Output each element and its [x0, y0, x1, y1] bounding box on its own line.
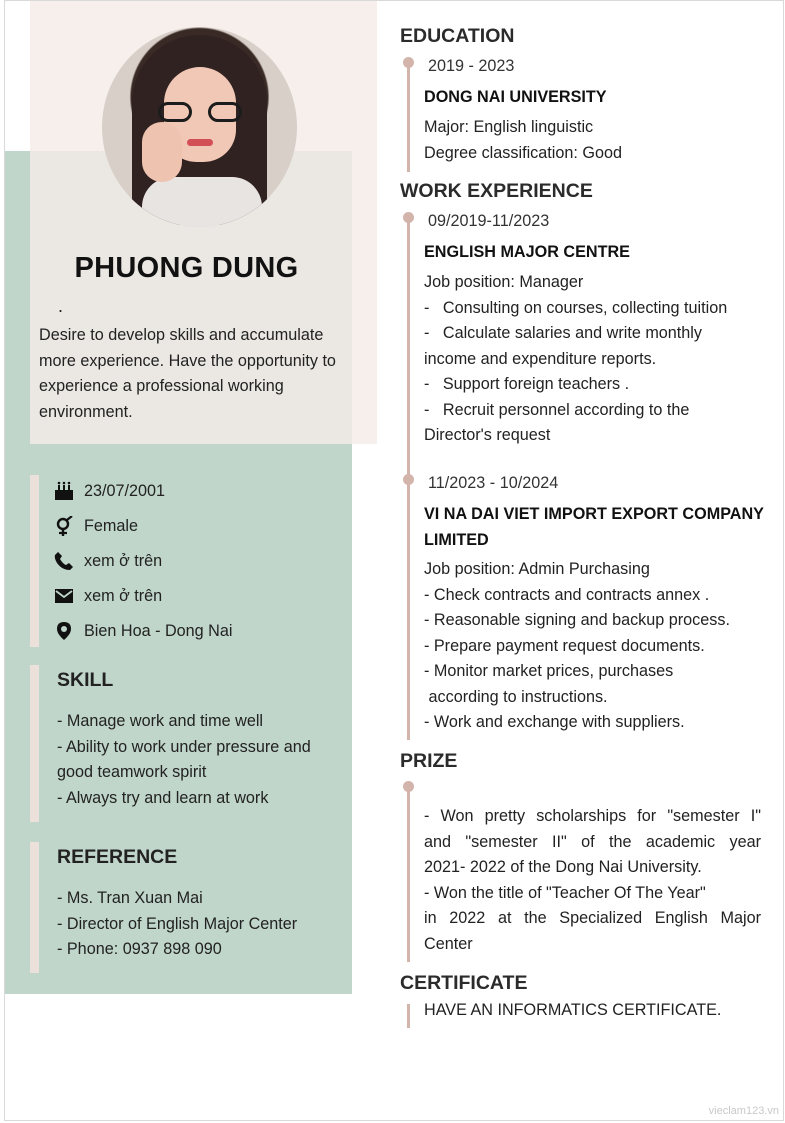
- education-date: 2019 - 2023: [428, 57, 515, 75]
- timeline-dot: [403, 212, 414, 223]
- company-name: [424, 502, 764, 553]
- work-title: WORK EXPERIENCE: [400, 180, 593, 202]
- objective-line: experience a professional working: [39, 377, 284, 395]
- education-line: Major: English linguistic: [424, 118, 594, 136]
- birthday-text: 23/07/2001: [84, 481, 166, 500]
- job-line: - Recruit personnel according to the: [424, 400, 690, 419]
- reference-bar: [30, 842, 39, 973]
- address-text: Bien Hoa - Dong Nai: [84, 621, 233, 640]
- job-line: - Reasonable signing and backup process.: [424, 611, 730, 629]
- job-line: - Check contracts and contracts annex .: [424, 585, 710, 604]
- timeline-dot: [403, 474, 414, 485]
- prize-title: PRIZE: [400, 750, 458, 772]
- job-line: Job position: Manager: [424, 273, 584, 291]
- job-details: [424, 557, 761, 736]
- job-line: - Work and exchange with suppliers.: [424, 713, 685, 731]
- prize-line: - Won pretty scholarships for "semester I": [424, 807, 761, 825]
- objective-line: Desire to develop skills and accumulate: [39, 326, 324, 344]
- name-dot: .: [58, 296, 64, 316]
- phone-text: xem ở trên: [84, 551, 163, 570]
- job-line: Director's request: [424, 426, 551, 444]
- reference-list: [57, 886, 342, 963]
- prize-line: Center: [424, 934, 473, 953]
- job-line: - Prepare payment request documents.: [424, 636, 705, 655]
- job-line: - Consulting on courses, collecting tuition: [424, 298, 728, 317]
- prize-line: in 2022 at the Specialized English Major: [424, 909, 761, 927]
- job-line: Job position: Admin Purchasing: [424, 560, 650, 578]
- education-details: [424, 115, 761, 166]
- job-line: - Support foreign teachers .: [424, 375, 630, 393]
- prize-line: and "semester II" of the academic year: [424, 832, 761, 851]
- skill-line: - Manage work and time well: [57, 712, 264, 730]
- skill-bar: [30, 665, 39, 822]
- cake-icon: [54, 481, 74, 501]
- education-line: Degree classification: Good: [424, 143, 622, 162]
- watermark: vieclam123.vn: [708, 1105, 779, 1117]
- job-date: 11/2023 - 10/2024: [428, 474, 559, 492]
- reference-title: REFERENCE: [57, 846, 178, 868]
- timeline-dot: [403, 57, 414, 68]
- job-line: income and expenditure reports.: [424, 349, 657, 368]
- contact-address: [54, 620, 233, 642]
- location-icon: [54, 621, 74, 641]
- skill-list: [57, 709, 342, 811]
- gender-text: Female: [84, 516, 138, 535]
- skill-title: SKILL: [57, 669, 114, 691]
- company-name-line: VI NA DAI VIET IMPORT EXPORT COMPANY: [424, 505, 764, 523]
- education-title: EDUCATION: [400, 25, 515, 47]
- timeline-dot: [403, 781, 414, 792]
- job-line: - Monitor market prices, purchases: [424, 662, 674, 680]
- job-details: [424, 270, 761, 449]
- certificate-text: HAVE AN INFORMATICS CERTIFICATE.: [424, 1001, 722, 1019]
- reference-line: - Director of English Major Center: [57, 914, 298, 933]
- gender-icon: [54, 516, 74, 536]
- email-icon: [54, 586, 74, 606]
- education-timeline: [407, 62, 410, 172]
- contact-phone: [54, 550, 163, 572]
- contact-gender: [54, 515, 138, 537]
- reference-line: - Phone: 0937 898 090: [57, 940, 222, 958]
- company-name-line: LIMITED: [424, 530, 489, 549]
- skill-line: good teamwork spirit: [57, 763, 207, 781]
- skill-line: - Always try and learn at work: [57, 788, 269, 807]
- contact-email: [54, 585, 163, 607]
- skill-line: - Ability to work under pressure and: [57, 737, 311, 756]
- objective-line: environment.: [39, 402, 133, 421]
- prize-line: - Won the title of "Teacher Of The Year": [424, 883, 706, 902]
- email-text: xem ở trên: [84, 586, 163, 605]
- job-line: according to instructions.: [424, 687, 608, 706]
- contact-birthday: [54, 480, 166, 502]
- objective-line: more experience. Have the opportunity to: [39, 351, 336, 370]
- school-name: DONG NAI UNIVERSITY: [424, 88, 607, 106]
- candidate-name: PHUONG DUNG: [74, 252, 299, 284]
- certificate-title: CERTIFICATE: [400, 972, 528, 994]
- company-name: ENGLISH MAJOR CENTRE: [424, 243, 630, 261]
- reference-line: - Ms. Tran Xuan Mai: [57, 889, 203, 907]
- prize-timeline: [407, 786, 410, 962]
- contact-bar: [30, 475, 39, 647]
- career-objective: [39, 323, 351, 425]
- job-date: 09/2019-11/2023: [428, 212, 550, 230]
- avatar-photo: [102, 27, 297, 227]
- certificate-timeline: [407, 1004, 410, 1028]
- prize-line: 2021- 2022 of the Dong Nai University.: [424, 858, 702, 876]
- phone-icon: [54, 551, 74, 571]
- job-line: - Calculate salaries and write monthly: [424, 324, 703, 342]
- prize-details: [424, 804, 761, 957]
